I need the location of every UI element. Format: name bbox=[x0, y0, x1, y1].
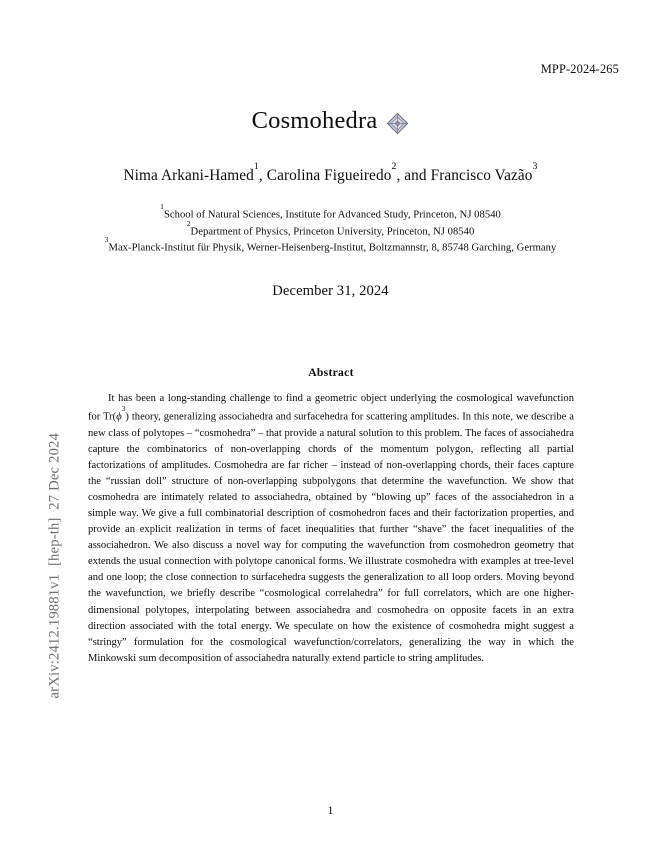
affiliation-2 bbox=[68, 218, 593, 240]
affiliation-2-text: Department of Physics, Princeton University, Princeton, NJ 08540 bbox=[190, 226, 475, 238]
abstract-text-part-2: ) theory, generalizing associahedra and surfacehedra for scattering amplitudes. In this note, we describe a new class of polytopes – “cosmohedra” – that provide a natural solution to this problem. The faces of associahedra capture the combinatorics of non-overlapping chords of the momentum polygon, reflecting all partial factorizations of amplitudes. Cosmohedra are far richer – instead of non-overlapping chords, their faces capture the “russian doll” structure of non-overlapping subpolygons that determine the wavefunction. We show that cosmohedra are intimately related to associahedra, obtained by “blowing up” faces of the associahedron in a simple way. We give a full combinatorial description of cosmohedron faces and their factorization properties, and provide an explicit realization in terms of facet inequalities that further “shave” the facet inequalities of the associahedron. We also discuss a novel way for computing the wavefunction from cosmohedron geometry that extends the usual connection with polytope canonical forms. We illustrate cosmohedra with examples at tree-level and one loop; the close connection to surfacehedra suggests the generalization to all loop orders. Moving beyond the wavefunction, we briefly describe “cosmological correlahedra” for full correlators, which are one higher-dimensional polytopes, interpolating between associahedra and cosmohedra on opposite facets in an extra direction associated with the total energy. We speculate on how the existence of cosmohedra might suggest a “stringy” formulation for the cosmological wavefunction/correlators, generalizing the way in which the Minkowski sum decomposition of associahedra naturally extend particle to string amplitudes. bbox=[88, 411, 574, 664]
author-3-name: Francisco Vazão bbox=[430, 167, 533, 185]
title-line bbox=[252, 108, 410, 135]
author-list bbox=[0, 160, 661, 185]
report-number: MPP-2024-265 bbox=[540, 62, 619, 76]
abstract-body bbox=[88, 391, 574, 667]
affiliation-2-mark: 2 bbox=[186, 218, 191, 228]
abstract-block bbox=[88, 366, 574, 667]
abstract-text-part-1: It has been a long-standing challenge to find a geometric object underlying the cosmological wavefunction for Tr( bbox=[88, 393, 574, 423]
cosmohedron-polytope-icon bbox=[386, 112, 409, 135]
author-separator-2: , and bbox=[396, 167, 431, 185]
author-3-affiliation-mark: 3 bbox=[532, 160, 538, 172]
affiliation-3-mark: 3 bbox=[104, 235, 109, 245]
arxiv-stamp-text: arXiv:2412.19881v1 [hep-th] 27 Dec 2024 bbox=[46, 432, 63, 699]
author-separator-1: , bbox=[258, 167, 267, 185]
abstract-math-phi: ϕ bbox=[116, 411, 122, 423]
author-2-name: Carolina Figueiredo bbox=[266, 167, 392, 185]
author-1-affiliation-mark: 1 bbox=[253, 160, 259, 172]
affiliation-1 bbox=[68, 202, 593, 223]
affiliation-1-text: School of Natural Sciences, Institute for Advanced Study, Princeton, NJ 08540 bbox=[163, 209, 501, 221]
affiliation-1-mark: 1 bbox=[160, 202, 164, 212]
page-number: 1 bbox=[327, 805, 334, 817]
affiliation-list bbox=[68, 202, 593, 256]
abstract-heading: Abstract bbox=[308, 366, 354, 379]
affiliation-3 bbox=[68, 235, 593, 256]
author-2-affiliation-mark: 2 bbox=[391, 160, 397, 172]
page-title: Cosmohedra bbox=[251, 107, 378, 134]
author-1-name: Nima Arkani-Hamed bbox=[123, 167, 254, 185]
publication-date: December 31, 2024 bbox=[272, 283, 389, 299]
title-block bbox=[0, 108, 661, 135]
affiliation-3-text: Max-Planck-Institut für Physik, Werner-Heisenberg-Institut, Boltzmannstr, 8, 85748 Garching, Germany bbox=[108, 242, 557, 254]
abstract-math-exponent: 3 bbox=[121, 404, 126, 414]
